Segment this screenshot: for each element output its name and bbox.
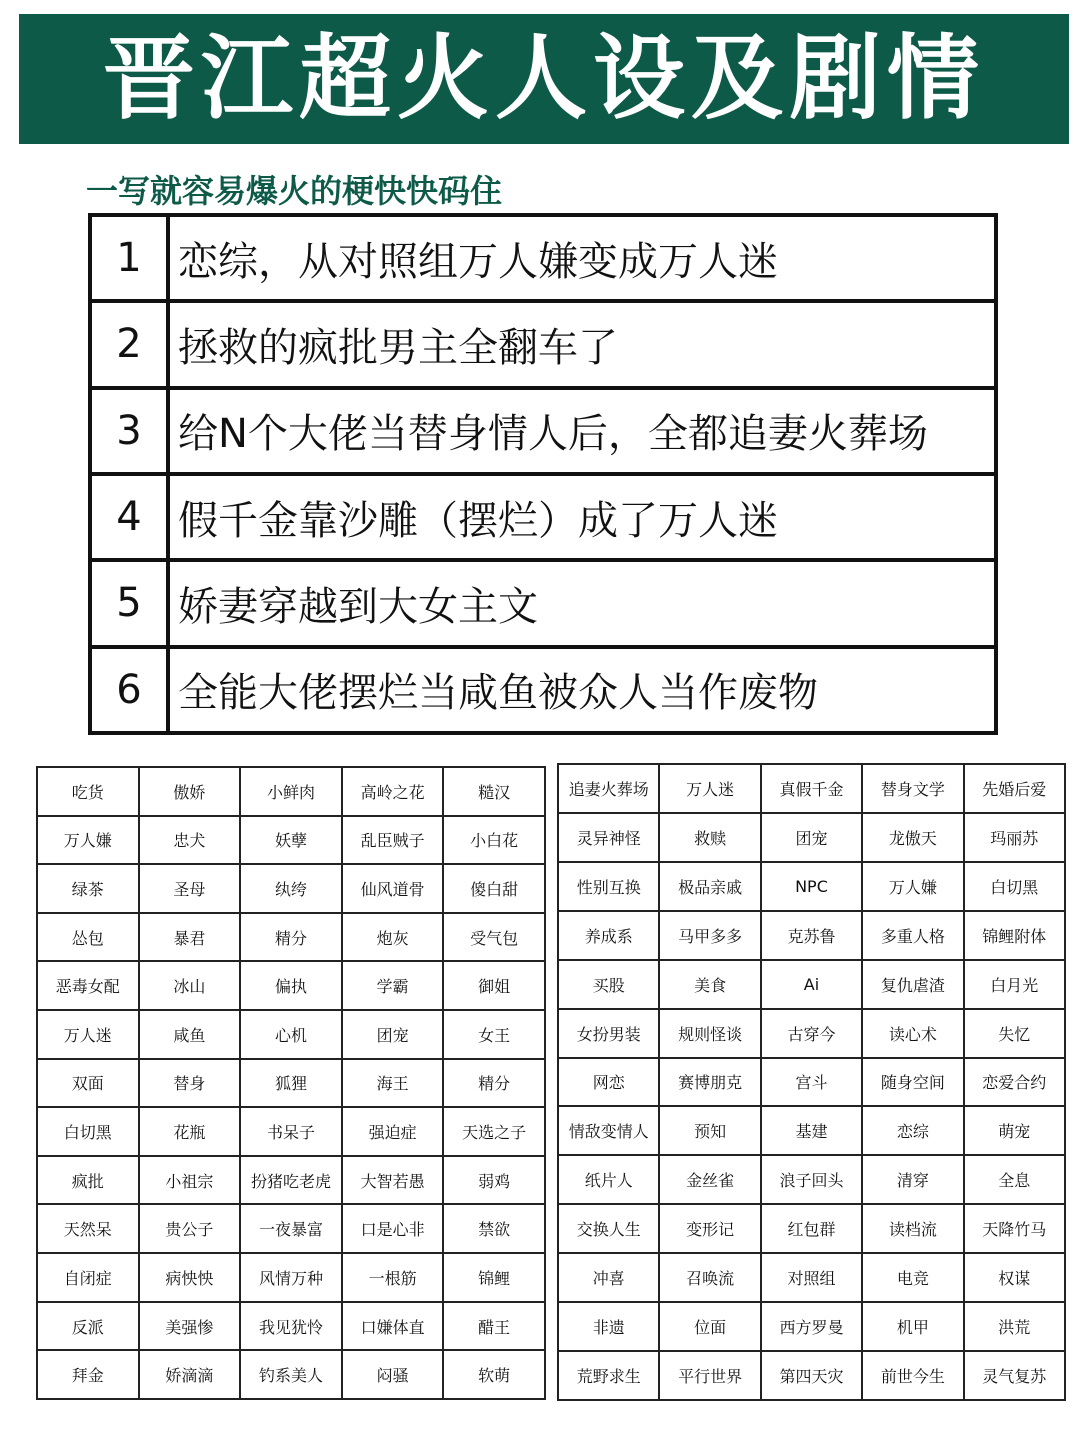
- tag-row: [558, 1302, 1065, 1351]
- trope-row: [90, 301, 996, 387]
- tag-cell: 疯批: [37, 1156, 139, 1205]
- tag-cell: 锦鲤附体: [964, 911, 1065, 960]
- tag-cell: 海王: [342, 1059, 444, 1108]
- tag-row: [37, 1107, 545, 1156]
- tag-cell: 美食: [659, 960, 760, 1009]
- character-tag-grid: [36, 766, 546, 1400]
- tag-cell: 宫斗: [761, 1058, 862, 1107]
- tag-cell: 浪子回头: [761, 1155, 862, 1204]
- tag-cell: 学霸: [342, 961, 444, 1010]
- tag-cell: 吃货: [37, 767, 139, 816]
- tag-cell: 扮猪吃老虎: [240, 1156, 342, 1205]
- tag-cell: 情敌变情人: [558, 1106, 659, 1155]
- tag-cell: 小祖宗: [139, 1156, 241, 1205]
- tag-cell: 白切黑: [964, 862, 1065, 911]
- plot-tag-grid: [557, 763, 1066, 1401]
- tag-cell: 钓系美人: [240, 1350, 342, 1399]
- tag-cell: 替身: [139, 1059, 241, 1108]
- tag-cell: 电竞: [862, 1253, 963, 1302]
- tag-cell: 多重人格: [862, 911, 963, 960]
- tag-row: [558, 1351, 1065, 1400]
- tag-cell: 马甲多多: [659, 911, 760, 960]
- tag-row: [37, 767, 545, 816]
- tag-cell: 美强惨: [139, 1302, 241, 1351]
- tag-row: [558, 1204, 1065, 1253]
- tag-cell: 克苏鲁: [761, 911, 862, 960]
- tag-cell: 女王: [443, 1010, 545, 1059]
- tag-cell: 万人嫌: [37, 816, 139, 865]
- tag-cell: 位面: [659, 1302, 760, 1351]
- tag-cell: 一夜暴富: [240, 1204, 342, 1253]
- tag-cell: 龙傲天: [862, 813, 963, 862]
- tag-cell: 妖孽: [240, 816, 342, 865]
- tag-cell: 全息: [964, 1155, 1065, 1204]
- tag-cell: 拜金: [37, 1350, 139, 1399]
- tag-cell: 买股: [558, 960, 659, 1009]
- tag-row: [37, 816, 545, 865]
- tag-cell: 追妻火葬场: [558, 764, 659, 813]
- tag-row: [558, 1106, 1065, 1155]
- tag-cell: 书呆子: [240, 1107, 342, 1156]
- tag-cell: 极品亲戚: [659, 862, 760, 911]
- trope-number: 6: [90, 647, 168, 733]
- tag-cell: Ai: [761, 960, 862, 1009]
- tag-cell: 金丝雀: [659, 1155, 760, 1204]
- tag-cell: 反派: [37, 1302, 139, 1351]
- tag-cell: 冲喜: [558, 1253, 659, 1302]
- tag-cell: 救赎: [659, 813, 760, 862]
- tag-cell: 大智若愚: [342, 1156, 444, 1205]
- tag-cell: 先婚后爱: [964, 764, 1065, 813]
- tag-cell: 万人迷: [659, 764, 760, 813]
- trope-row: [90, 560, 996, 646]
- tag-cell: 复仇虐渣: [862, 960, 963, 1009]
- trope-list-table: [88, 213, 998, 735]
- tag-cell: 忠犬: [139, 816, 241, 865]
- tag-cell: 赛博朋克: [659, 1058, 760, 1107]
- tag-cell: 傻白甜: [443, 864, 545, 913]
- tag-cell: 小鲜肉: [240, 767, 342, 816]
- tag-cell: 纸片人: [558, 1155, 659, 1204]
- tag-cell: 荒野求生: [558, 1351, 659, 1400]
- tag-cell: 天选之子: [443, 1107, 545, 1156]
- tag-cell: 软萌: [443, 1350, 545, 1399]
- trope-text: 假千金靠沙雕（摆烂）成了万人迷: [168, 474, 996, 560]
- tag-cell: 白月光: [964, 960, 1065, 1009]
- tag-row: [558, 862, 1065, 911]
- tag-cell: 天降竹马: [964, 1204, 1065, 1253]
- tag-cell: 精分: [443, 1059, 545, 1108]
- tag-cell: 狐狸: [240, 1059, 342, 1108]
- trope-text: 拯救的疯批男主全翻车了: [168, 301, 996, 387]
- tag-cell: 娇滴滴: [139, 1350, 241, 1399]
- tag-row: [558, 1058, 1065, 1107]
- tag-cell: 圣母: [139, 864, 241, 913]
- tag-row: [558, 911, 1065, 960]
- tag-row: [37, 1059, 545, 1108]
- tag-cell: 禁欲: [443, 1204, 545, 1253]
- trope-text: 娇妻穿越到大女主文: [168, 560, 996, 646]
- tag-cell: 病怏怏: [139, 1253, 241, 1302]
- page-subtitle: 一写就容易爆火的梗快快码住: [86, 172, 503, 210]
- tag-row: [558, 1009, 1065, 1058]
- tag-cell: 玛丽苏: [964, 813, 1065, 862]
- tag-cell: 前世今生: [862, 1351, 963, 1400]
- tag-cell: 非遗: [558, 1302, 659, 1351]
- trope-text: 全能大佬摆烂当咸鱼被众人当作废物: [168, 647, 996, 733]
- tag-row: [558, 813, 1065, 862]
- tag-cell: 女扮男装: [558, 1009, 659, 1058]
- tag-cell: 灵气复苏: [964, 1351, 1065, 1400]
- tag-cell: 贵公子: [139, 1204, 241, 1253]
- tag-cell: 口嫌体直: [342, 1302, 444, 1351]
- trope-row: [90, 388, 996, 474]
- tag-row: [558, 764, 1065, 813]
- tag-cell: 醋王: [443, 1302, 545, 1351]
- tag-cell: 西方罗曼: [761, 1302, 862, 1351]
- tag-row: [558, 1155, 1065, 1204]
- tag-row: [37, 961, 545, 1010]
- tag-cell: 双面: [37, 1059, 139, 1108]
- tag-cell: 弱鸡: [443, 1156, 545, 1205]
- tag-cell: 我见犹怜: [240, 1302, 342, 1351]
- tag-cell: 恶毒女配: [37, 961, 139, 1010]
- tag-cell: 冰山: [139, 961, 241, 1010]
- tag-cell: 精分: [240, 913, 342, 962]
- tag-cell: 读心术: [862, 1009, 963, 1058]
- tag-cell: 随身空间: [862, 1058, 963, 1107]
- tag-cell: 一根筋: [342, 1253, 444, 1302]
- tag-row: [558, 1253, 1065, 1302]
- tag-cell: 受气包: [443, 913, 545, 962]
- tag-row: [37, 864, 545, 913]
- tag-cell: 红包群: [761, 1204, 862, 1253]
- tag-cell: 暴君: [139, 913, 241, 962]
- tag-cell: 心机: [240, 1010, 342, 1059]
- tag-cell: 万人嫌: [862, 862, 963, 911]
- tag-cell: 失忆: [964, 1009, 1065, 1058]
- tag-cell: 恋爱合约: [964, 1058, 1065, 1107]
- tag-row: [37, 1204, 545, 1253]
- tag-cell: 规则怪谈: [659, 1009, 760, 1058]
- tag-cell: 天然呆: [37, 1204, 139, 1253]
- trope-row: [90, 647, 996, 733]
- tag-cell: 团宠: [761, 813, 862, 862]
- trope-text: 给N个大佬当替身情人后，全都追妻火葬场: [168, 388, 996, 474]
- tag-cell: 偏执: [240, 961, 342, 1010]
- tag-cell: 洪荒: [964, 1302, 1065, 1351]
- tag-cell: 口是心非: [342, 1204, 444, 1253]
- tag-cell: 强迫症: [342, 1107, 444, 1156]
- trope-number: 1: [90, 215, 168, 301]
- tag-cell: 交换人生: [558, 1204, 659, 1253]
- tag-cell: 花瓶: [139, 1107, 241, 1156]
- tag-cell: 替身文学: [862, 764, 963, 813]
- tag-row: [37, 1253, 545, 1302]
- tag-cell: 仙风道骨: [342, 864, 444, 913]
- tag-cell: 傲娇: [139, 767, 241, 816]
- tag-cell: 萌宠: [964, 1106, 1065, 1155]
- title-banner: [19, 14, 1069, 144]
- tag-row: [558, 960, 1065, 1009]
- page-title: 晋江超火人设及剧情: [102, 25, 985, 132]
- tag-cell: 性别互换: [558, 862, 659, 911]
- tag-cell: 养成系: [558, 911, 659, 960]
- tag-cell: 咸鱼: [139, 1010, 241, 1059]
- tag-cell: 风情万种: [240, 1253, 342, 1302]
- tag-cell: 灵异神怪: [558, 813, 659, 862]
- tag-cell: 第四天灾: [761, 1351, 862, 1400]
- trope-number: 3: [90, 388, 168, 474]
- trope-row: [90, 215, 996, 301]
- tag-cell: 恋综: [862, 1106, 963, 1155]
- tag-cell: 团宠: [342, 1010, 444, 1059]
- trope-number: 4: [90, 474, 168, 560]
- trope-text: 恋综，从对照组万人嫌变成万人迷: [168, 215, 996, 301]
- tag-cell: 糙汉: [443, 767, 545, 816]
- tag-cell: 真假千金: [761, 764, 862, 813]
- tag-cell: 闷骚: [342, 1350, 444, 1399]
- tag-cell: 读档流: [862, 1204, 963, 1253]
- tag-cell: 乱臣贼子: [342, 816, 444, 865]
- tag-cell: 网恋: [558, 1058, 659, 1107]
- trope-row: [90, 474, 996, 560]
- tag-cell: 变形记: [659, 1204, 760, 1253]
- tag-cell: 高岭之花: [342, 767, 444, 816]
- trope-number: 2: [90, 301, 168, 387]
- tag-cell: 权谋: [964, 1253, 1065, 1302]
- tag-cell: 机甲: [862, 1302, 963, 1351]
- tag-row: [37, 1302, 545, 1351]
- tag-cell: 怂包: [37, 913, 139, 962]
- tag-cell: 绿茶: [37, 864, 139, 913]
- tag-cell: 御姐: [443, 961, 545, 1010]
- tag-cell: 小白花: [443, 816, 545, 865]
- tag-cell: 白切黑: [37, 1107, 139, 1156]
- tag-cell: 对照组: [761, 1253, 862, 1302]
- tag-cell: 召唤流: [659, 1253, 760, 1302]
- tag-cell: 纨绔: [240, 864, 342, 913]
- tag-row: [37, 1010, 545, 1059]
- tag-cell: 万人迷: [37, 1010, 139, 1059]
- tag-row: [37, 1350, 545, 1399]
- trope-number: 5: [90, 560, 168, 646]
- tag-cell: 预知: [659, 1106, 760, 1155]
- tag-row: [37, 1156, 545, 1205]
- tag-cell: 自闭症: [37, 1253, 139, 1302]
- tag-row: [37, 913, 545, 962]
- tag-cell: 炮灰: [342, 913, 444, 962]
- tag-cell: 清穿: [862, 1155, 963, 1204]
- tag-cell: 古穿今: [761, 1009, 862, 1058]
- tag-cell: 平行世界: [659, 1351, 760, 1400]
- tag-cell: 锦鲤: [443, 1253, 545, 1302]
- tag-cell: NPC: [761, 862, 862, 911]
- tag-cell: 基建: [761, 1106, 862, 1155]
